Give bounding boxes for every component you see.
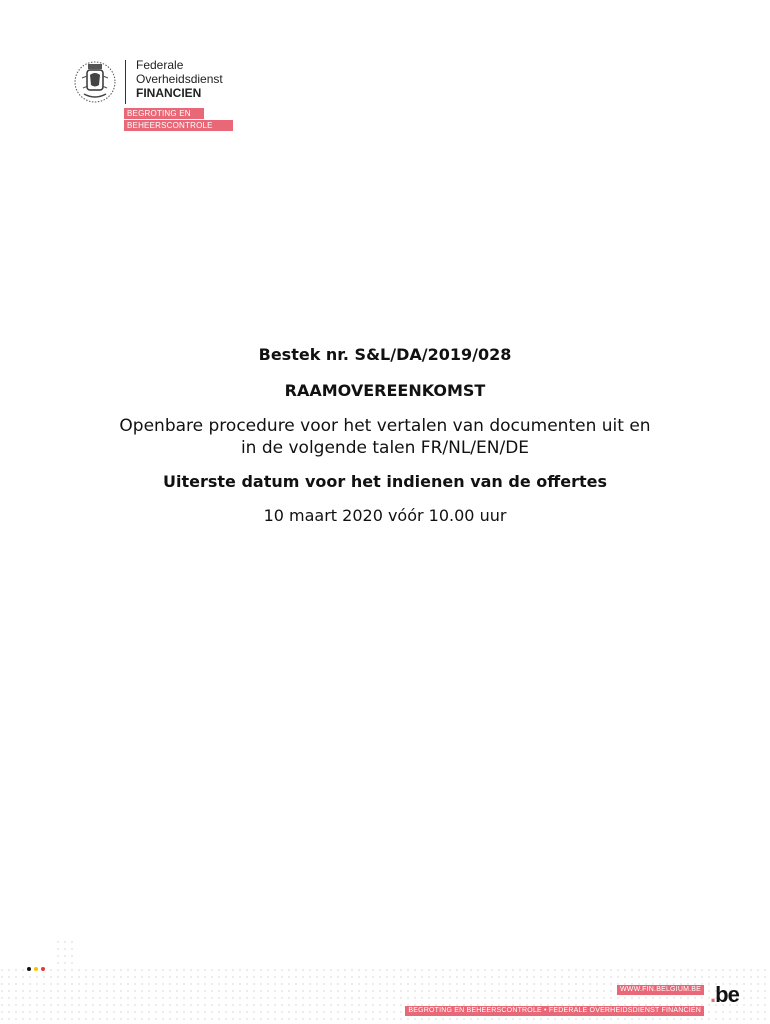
footer-tagline: BEGROTING EN BEHEERSCONTROLE • FEDERALE OVERHEIDSDIENST FINANCIEN — [405, 1006, 704, 1016]
contract-type: RAAMOVEREENKOMST — [284, 381, 486, 400]
org-line-2: Overheidsdienst — [136, 72, 223, 86]
procedure-description — [0, 415, 770, 459]
title-block — [0, 345, 770, 525]
belgian-coat-of-arms-icon — [70, 58, 120, 106]
be-logo-text: be — [715, 982, 739, 1007]
belgian-flag-dots-icon — [26, 966, 46, 972]
description-line-1: Openbare procedure voor het vertalen van documenten uit en — [119, 416, 651, 436]
description-line-2: in de volgende talen FR/NL/EN/DE — [240, 438, 530, 458]
organization-name — [136, 58, 223, 100]
deadline-label: Uiterste datum voor het indienen van de offertes — [163, 472, 607, 491]
dept-line-1: BEGROTING EN — [124, 108, 204, 119]
be-logo: .be — [710, 982, 739, 1007]
org-line-3: FINANCIEN — [136, 86, 202, 100]
org-line-1: Federale — [136, 58, 184, 72]
footer-website: WWW.FIN.BELGIUM.BE — [617, 985, 704, 995]
department-label — [124, 108, 233, 132]
header-logo-block — [70, 56, 310, 136]
deadline-value: 10 maart 2020 vóór 10.00 uur — [263, 506, 507, 525]
dept-line-2: BEHEERSCONTROLE — [124, 120, 233, 131]
bestek-number: Bestek nr. S&L/DA/2019/028 — [258, 345, 512, 364]
header-divider — [125, 60, 126, 104]
footer-tags — [405, 978, 704, 1017]
